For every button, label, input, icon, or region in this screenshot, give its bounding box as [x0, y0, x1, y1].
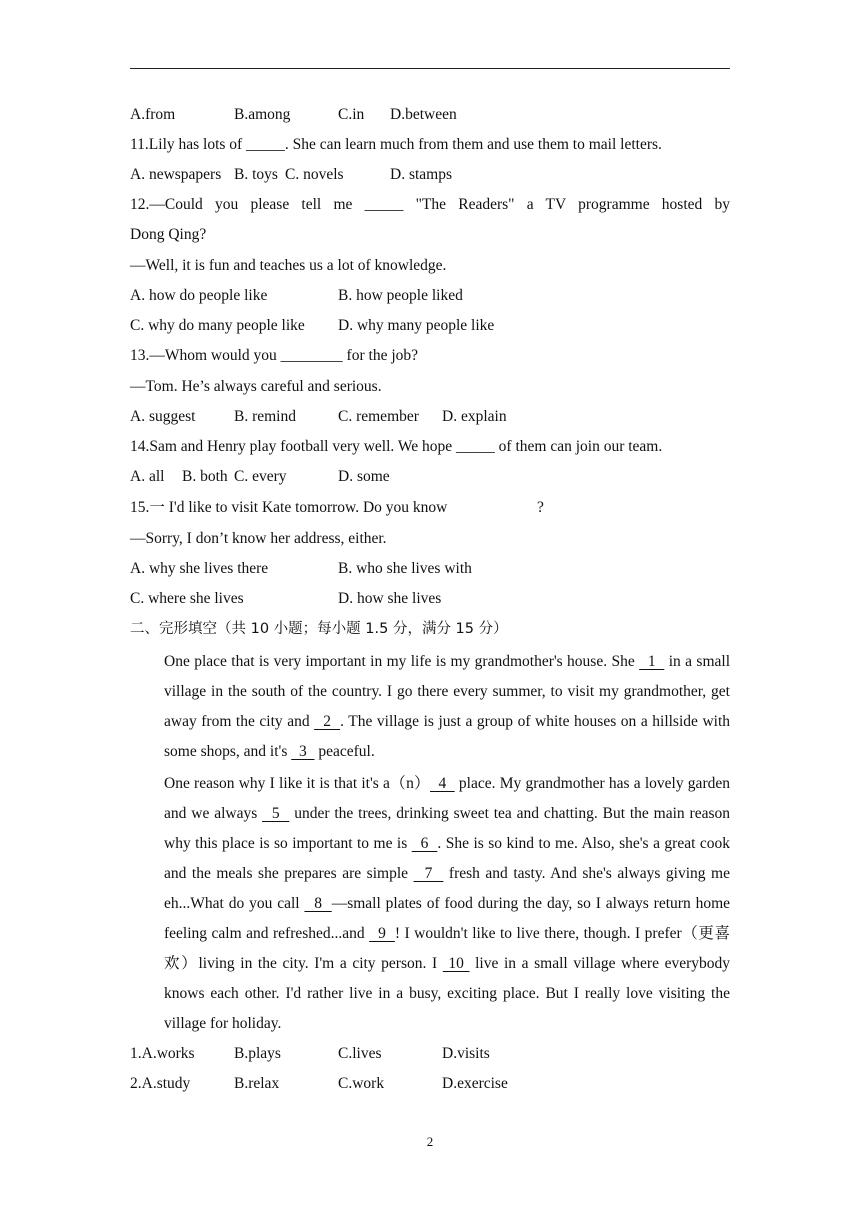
q13-option-c: C. remember	[338, 408, 419, 425]
passage-text: One reason why I like it is that it's a（n）	[164, 775, 431, 792]
q12-option-c: C. why do many people like	[130, 317, 305, 334]
passage-text: ! I wouldn't like to live there, though. I prefer（更喜欢）living in the city. I'm a city person. I	[164, 925, 730, 972]
page-number: 2	[426, 1134, 434, 1149]
q12-option-b: B. how people liked	[338, 287, 463, 304]
q15-stem-text: 15.一 I'd like to visit Kate tomorrow. Do you know	[130, 499, 448, 516]
passage-paragraph-2	[130, 769, 730, 1039]
cloze-q1-options	[130, 1039, 730, 1069]
q12-options-row2	[130, 311, 730, 341]
q14-option-d: D. some	[338, 468, 390, 485]
cloze-q1-option-b: B.plays	[234, 1045, 281, 1062]
passage-text: —small plates of food during the day, so I always return home feeling calm and refreshed...and	[164, 895, 731, 942]
q10-option-d: D.between	[390, 106, 457, 123]
passage-text: . She is so kind to me. Also, she's a great cook and the meals she prepares are simple	[164, 835, 730, 882]
passage-text: under the trees, drinking sweet tea and chatting. But the main reason why this place is so important to me is	[164, 805, 730, 852]
cloze-blank: 1	[639, 653, 665, 670]
cloze-q2-option-a: 2.A.study	[130, 1075, 191, 1092]
q14-options	[130, 462, 730, 492]
q11-option-c: C. novels	[285, 166, 344, 183]
cloze-q1-option-a: 1.A.works	[130, 1045, 195, 1062]
cloze-q2-option-d: D.exercise	[442, 1075, 508, 1092]
cloze-passage	[130, 647, 730, 1039]
passage-paragraph-1	[130, 647, 730, 767]
passage-text: place. My grandmother has a lovely garden and we always	[164, 775, 730, 822]
q13-answer-line: —Tom. He’s always careful and serious.	[130, 378, 382, 395]
section-heading: 二、完形填空（共 10 小题；每小题 1.5 分，满分 15 分）	[130, 621, 508, 637]
q15-options-row2	[130, 584, 730, 614]
passage-text: fresh and tasty. And she's always giving me eh...What do you call	[164, 865, 730, 912]
q12-option-d: D. why many people like	[338, 317, 495, 334]
q12-options-row1	[130, 281, 730, 311]
header-rule	[130, 68, 730, 69]
q14-option-c: C. every	[234, 468, 287, 485]
cloze-blank: 2	[314, 713, 341, 730]
cloze-q1-option-d: D.visits	[442, 1045, 490, 1062]
cloze-blank: 3	[291, 743, 315, 760]
q10-option-c: C.in	[338, 106, 365, 123]
q15-answer-line: —Sorry, I don’t know her address, either.	[130, 530, 387, 547]
cloze-blank: 9	[369, 925, 395, 942]
passage-text: peaceful.	[314, 743, 375, 760]
passage-text: in a small village in the south of the country. I go there every summer, to visit my grandmother, get away from the city and	[164, 653, 730, 730]
passage-text: One place that is very important in my life is my grandmother's house. She	[164, 653, 640, 670]
cloze-blank: 6	[411, 835, 438, 852]
q12-option-a: A. how do people like	[130, 287, 268, 304]
q14-option-a: A. all	[130, 468, 165, 485]
q13-option-b: B. remind	[234, 408, 296, 425]
q12-stem-line2: Dong Qing?	[130, 226, 207, 243]
q15-options-row1	[130, 554, 730, 584]
q15-option-d: D. how she lives	[338, 590, 442, 607]
q12-answer-line: —Well, it is fun and teaches us a lot of knowledge.	[130, 257, 447, 274]
q14-option-b: B. both	[182, 468, 228, 485]
q11-options	[130, 160, 730, 190]
q13-options	[130, 402, 730, 432]
page-content	[130, 100, 730, 1099]
q11-stem: 11.Lily has lots of _____. She can learn much from them and use them to mail letters.	[130, 136, 662, 153]
q10-options	[130, 100, 730, 130]
q14-stem: 14.Sam and Henry play football very well. We hope _____ of them can join our team.	[130, 438, 663, 455]
cloze-blank: 8	[304, 895, 332, 912]
cloze-q1-option-c: C.lives	[338, 1045, 382, 1062]
q10-option-b: B.among	[234, 106, 291, 123]
cloze-q2-option-b: B.relax	[234, 1075, 280, 1092]
passage-text: . The village is just a group of white houses on a hillside with some shops, and it's	[164, 713, 731, 760]
q11-option-a: A. newspapers	[130, 166, 222, 183]
cloze-blank: 7	[413, 865, 444, 882]
q10-option-a: A.from	[130, 106, 176, 123]
q11-option-b: B. toys	[234, 166, 278, 183]
cloze-blank: 10	[442, 955, 470, 972]
q12-stem-line1: 12.—Could you please tell me _____ "The Readers" a TV programme hosted by	[130, 196, 730, 213]
q11-option-d: D. stamps	[390, 166, 452, 183]
q15-option-a: A. why she lives there	[130, 560, 269, 577]
cloze-q2-options	[130, 1069, 730, 1099]
cloze-blank: 4	[430, 775, 455, 792]
q13-option-a: A. suggest	[130, 408, 196, 425]
q15-stem-end: ?	[537, 499, 544, 516]
cloze-blank: 5	[262, 805, 290, 822]
q15-option-c: C. where she lives	[130, 590, 244, 607]
cloze-q2-option-c: C.work	[338, 1075, 385, 1092]
q15-stem	[130, 492, 730, 523]
q13-option-d: D. explain	[442, 408, 507, 425]
q15-option-b: B. who she lives with	[338, 560, 472, 577]
q13-stem: 13.—Whom would you ________ for the job?	[130, 347, 419, 364]
passage-text: live in a small village where everybody knows each other. I'd rather live in a busy, exciting place. But I really love visiting the village for holiday.	[164, 955, 731, 1032]
